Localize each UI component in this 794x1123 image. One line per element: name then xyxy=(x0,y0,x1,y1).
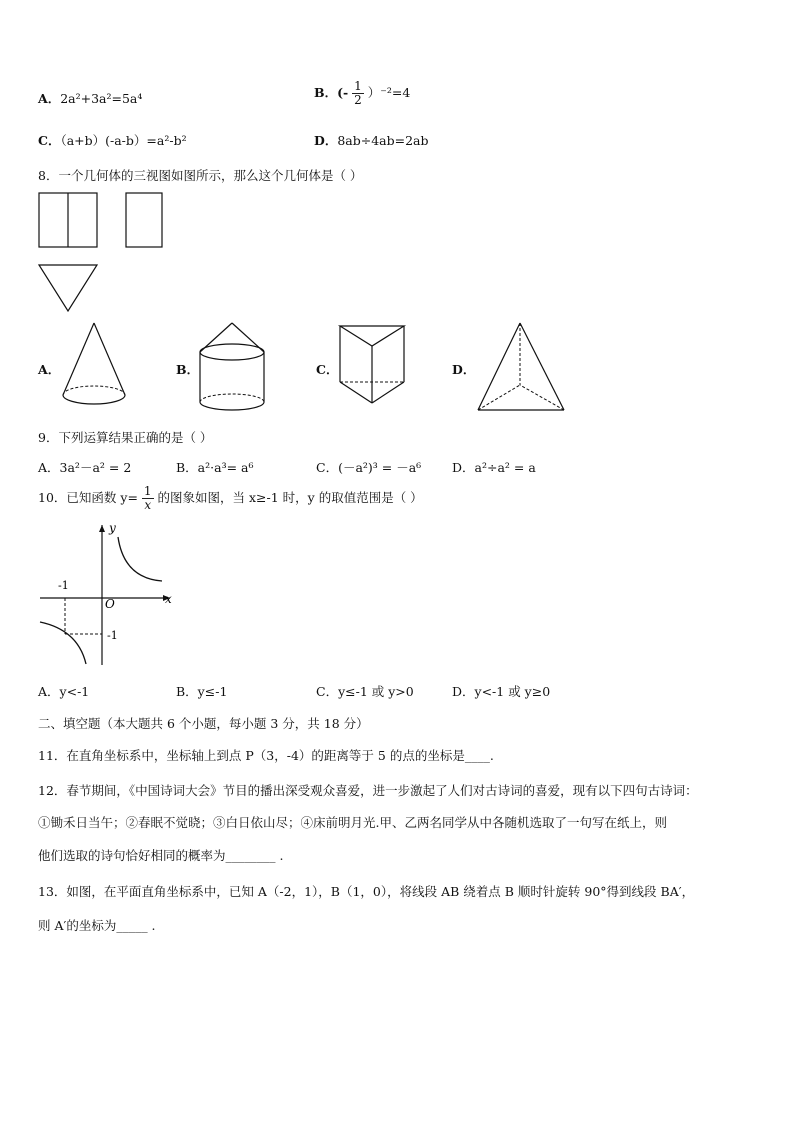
q10-option-c: C．y≤-1 或 y>0 xyxy=(316,684,414,699)
q8-option-a-label: A． xyxy=(38,362,61,377)
q7-option-c-label: C． xyxy=(38,133,61,148)
y-axis-label: y xyxy=(109,521,116,535)
q12-line-2: ①锄禾日当午；②春眠不觉晓；③白日依山尽；④床前明月光.甲、乙两名同学从中各随机选取了一句写在纸上，则 xyxy=(38,815,667,830)
x-axis-label: x xyxy=(165,592,172,606)
q7-option-c-expr: （a+b）(-a-b）=a²-b² xyxy=(60,133,187,148)
q11-text: 11．在直角坐标系中，坐标轴上到点 P（3，-4）的距离等于 5 的点的坐标是____. xyxy=(38,748,494,763)
q10-denominator: x xyxy=(144,498,152,512)
q8-option-c-label: C． xyxy=(316,362,339,377)
y-tick-minus1: -1 xyxy=(107,629,118,642)
q9-option-a: A．3a²－a² = 2 xyxy=(38,460,132,475)
q9-option-d: D．a²÷a² = a xyxy=(452,460,536,475)
origin-label: O xyxy=(105,597,115,611)
q12-line-1: 12．春节期间，《中国诗词大会》节目的播出深受观众喜爱，进一步激起了人们对古诗词的喜爱，现有以下四句古诗词： xyxy=(38,783,698,798)
q7-option-b-tail: ）⁻²=4 xyxy=(367,85,411,100)
q10-stem-post: 的图象如图，当 x≥-1 时，y 的取值范围是（ ） xyxy=(157,490,423,505)
section-2-heading: 二、填空题（本大题共 6 个小题，每小题 3 分，共 18 分） xyxy=(38,716,369,731)
q7-option-d-label: D． xyxy=(314,133,338,148)
q7-option-a-label: A． xyxy=(38,91,61,106)
q8-option-d-label: D． xyxy=(452,362,476,377)
q9-option-b: B．a²·a³= a⁶ xyxy=(176,460,254,475)
q10-option-d: D．y<-1 或 y≥0 xyxy=(452,684,551,699)
hyperbola-branch-q1 xyxy=(118,537,162,581)
q9-option-c: C．(－a²)³ = －a⁶ xyxy=(316,460,422,475)
q7-option-a-expr: 2a²+3a²=5a⁴ xyxy=(60,91,143,106)
q12-line-3: 他们选取的诗句恰好相同的概率为________ . xyxy=(38,848,284,863)
hyperbola-branch-q3 xyxy=(40,622,86,664)
q8-stem: 8．一个几何体的三视图如图所示，那么这个几何体是（ ） xyxy=(38,168,363,183)
q10-option-a: A．y<-1 xyxy=(38,684,90,699)
q9-stem: 9．下列运算结果正确的是（ ） xyxy=(38,430,213,445)
q7-option-b-numerator: 1 xyxy=(354,79,362,93)
y-axis-arrow xyxy=(99,525,105,532)
q7-option-b-denominator: 2 xyxy=(354,93,362,107)
q10-numerator: 1 xyxy=(143,484,152,498)
q13-line-2: 则 A′的坐标为_____ . xyxy=(38,918,156,933)
x-tick-minus1: -1 xyxy=(58,579,69,592)
q13-line-1: 13．如图，在平面直角坐标系中，已知 A（-2，1），B（1，0），将线段 AB 绕着点 B 顺时针旋转 90°得到线段 BA′， xyxy=(38,884,695,899)
q10-option-b: B．y≤-1 xyxy=(176,684,228,699)
q7-option-d-expr: 8ab÷4ab=2ab xyxy=(337,133,429,148)
q7-option-b-label: B．(- xyxy=(314,85,349,100)
q8-option-b-label: B． xyxy=(176,362,200,377)
q10-stem-pre: 10．已知函数 y= xyxy=(38,490,138,505)
